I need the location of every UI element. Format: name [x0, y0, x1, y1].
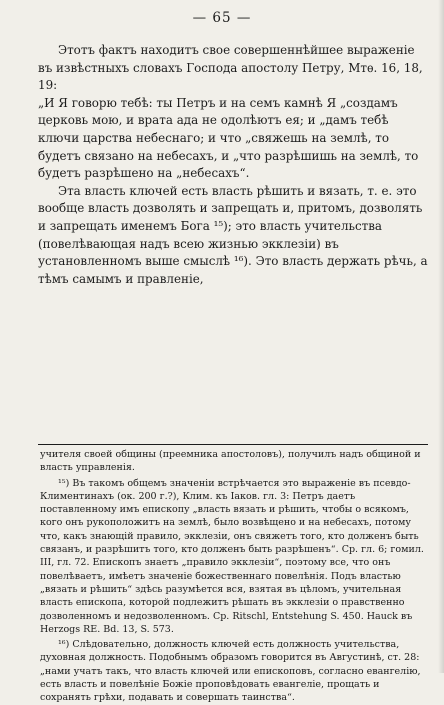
footnote-15: ¹⁵) Въ такомъ общемъ значеніи встрѣчается это выраженіе въ псевдо-Климентинахъ (ок. 200 г.?), Клим. къ Іаков. гл. 3: Петръ даетъ поставленному имъ епископу „власть вязать и рѣшить, чтобы о всякомъ, кого онъ рукоположитъ на землѣ, было возвѣщено и на небесахъ, потому что, какъ знающій правило, экклезіи, онъ свяжетъ того, кто долженъ быть связанъ, и разрѣшитъ того, кто долженъ быть разрѣшенъ“. Ср. гл. 6; гомил. III, гл. 72. Епископъ знаетъ „правило экклезіи“, поэтому все, что онъ повелѣваетъ, имѣетъ значеніе божественнаго повелѣнія. Подъ властью „вязать и рѣшить“ здѣсь разумѣется вся, взятая въ цѣломъ, учительная власть епископа, которой подлежитъ рѣшать въ экклезіи о правственно дозволенномъ и недозволенномъ. Ср. Ritschl, Entstehung S. 450. Hauck въ Herzogs RE. Bd. 13, S. 573.	[40, 477, 424, 635]
paragraph-keys-power: Эта власть ключей есть власть рѣшить и вязать, т. е. это вообще власть дозволять и запрещать и, притомъ, дозволять и запрещать именемъ Бога ¹⁵); это власть учительства (повелѣвающая надъ всею жизнью экклезіи) въ установленномъ выше смыслѣ ¹⁶). Это власть держать рѣчь, а тѣмъ самымъ и правленіе,	[38, 183, 428, 286]
scripture-quote: „И Я говорю тебѣ: ты Петръ и на семъ камнѣ Я „создамъ церковь мою, и врата ада не одолѣютъ ея; и „дамъ тебѣ ключи царства небеснаго; и что „свяжешь на землѣ, то будетъ связано на небесахъ, и „что разрѣшишь на землѣ, то будетъ разрѣшено на „небесахъ“.	[38, 95, 419, 181]
paragraph-intro: Этотъ фактъ находитъ свое совершеннѣйшее выраженіе въ извѣстныхъ словахъ Господа апостолу Петру, Мтѳ. 16, 18, 19:	[38, 43, 423, 93]
footnote-continuation: учителя своей общины (преемника апостоловъ), получилъ надъ общиной и власть управленія.	[40, 449, 421, 474]
footnote-16: ¹⁶) Слѣдовательно, должность ключей есть должность учительства, духовная должность. Подобнымъ образомъ говорится въ Августинѣ, ст. 28: „нами учатъ такъ, что власть ключей или епископовъ, согласно евангелію, есть власть и повелѣніе Божіе проповѣдовать евангеліе, прощать и сохранять грѣхи, подавать и совершать таинства“.	[40, 639, 421, 704]
main-text	[38, 42, 428, 288]
footnote-separator	[38, 444, 428, 445]
footnotes	[40, 448, 430, 705]
page-number: — 65 —	[192, 10, 252, 26]
page-edge-shadow	[438, 0, 444, 673]
